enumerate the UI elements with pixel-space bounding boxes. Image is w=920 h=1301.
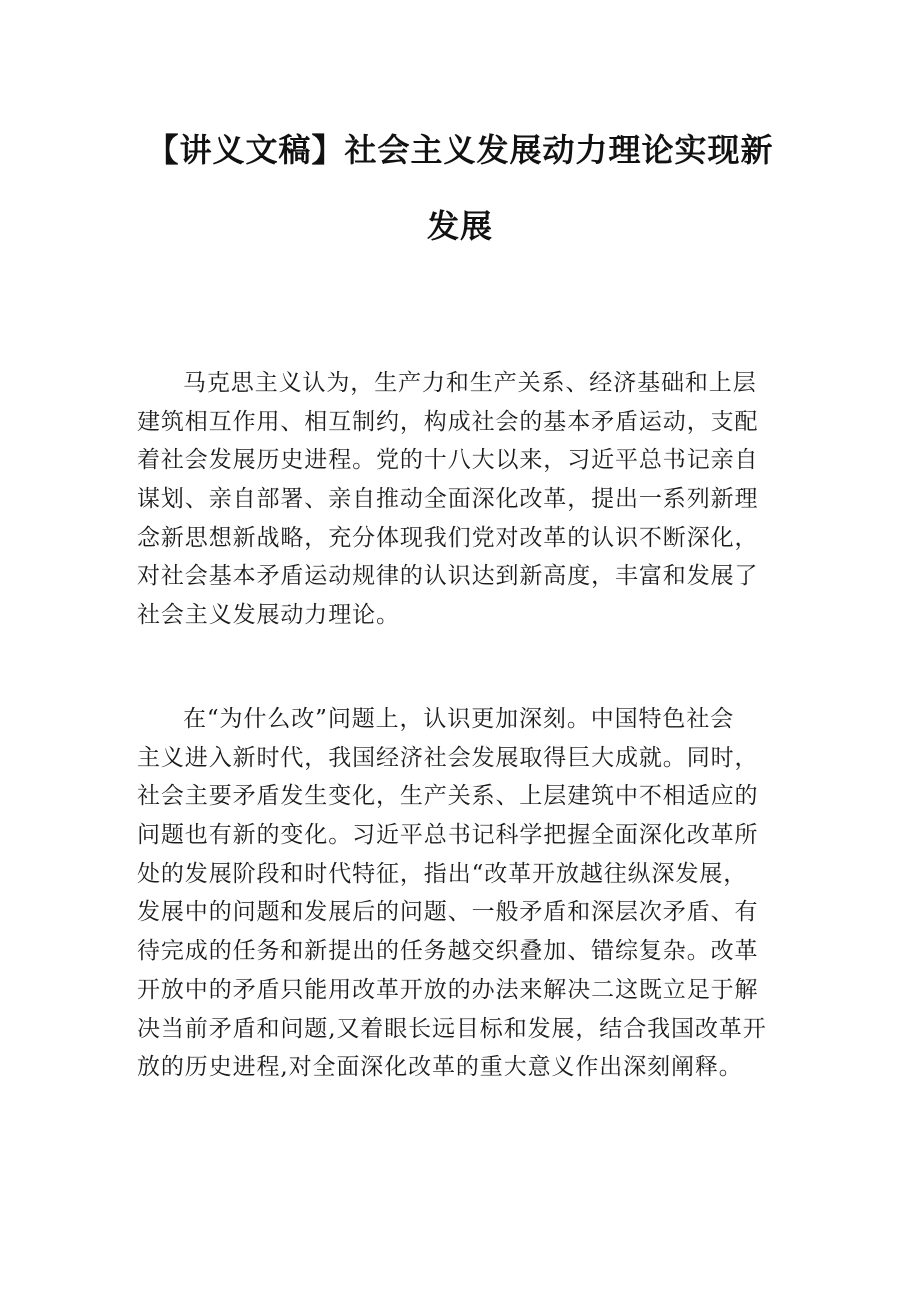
paragraph-line: 在“为什么改”问题上，认识更加深刻。中国特色社会 bbox=[183, 706, 735, 732]
paragraph-1 bbox=[137, 364, 791, 635]
paragraph-line: 建筑相互作用、相互制约，构成社会的基本矛盾运动，支配 bbox=[137, 408, 759, 435]
paragraph-line: 处的发展阶段和时代特征，指出“改革开放越往纵深发展， bbox=[137, 860, 748, 887]
paragraph-line: 待完成的任务和新提出的任务越交织叠加、错综复杂。改革 bbox=[137, 938, 759, 965]
paragraph-line: 问题也有新的变化。习近平总书记科学把握全面深化改革所 bbox=[137, 822, 759, 849]
paragraph-line: 着社会发展历史进程。党的十八大以来，习近平总书记亲自 bbox=[137, 447, 759, 474]
paragraph-line: 社会主义发展动力理论。 bbox=[137, 602, 400, 629]
paragraph-line: 开放中的矛盾只能用改革开放的办法来解决二这既立足于解 bbox=[137, 976, 759, 1003]
paragraph-line: 念新思想新战略，充分体现我们党对改革的认识不断深化， bbox=[137, 524, 759, 551]
paragraph-line: 马克思主义认为，生产力和生产关系、经济基础和上层 bbox=[183, 370, 757, 396]
paragraph-line: 发展中的问题和发展后的问题、一般矛盾和深层次矛盾、有 bbox=[137, 899, 759, 926]
paragraph-line: 主义进入新时代，我国经济社会发展取得巨大成就。同时， bbox=[137, 744, 759, 771]
paragraph-line: 决当前矛盾和问题,又着眼长远目标和发展，结合我国改革开 bbox=[137, 1015, 767, 1042]
paragraph-2 bbox=[137, 700, 791, 1087]
document-title-line-2: 发展 bbox=[426, 207, 493, 245]
paragraph-line: 社会主要矛盾发生变化，生产关系、上层建筑中不相适应的 bbox=[137, 783, 759, 810]
paragraph-line: 谋划、亲自部署、亲自推动全面深化改革，提出一系列新理 bbox=[137, 486, 759, 513]
paragraph-line: 放的历史进程,对全面深化改革的重大意义作出深刻阐释。 bbox=[137, 1054, 743, 1081]
document-title-line-1: 【讲义文稿】社会主义发展动力理论实现新 bbox=[146, 131, 774, 169]
paragraph-line: 对社会基本矛盾运动规律的认识达到新高度，丰富和发展了 bbox=[137, 563, 759, 590]
